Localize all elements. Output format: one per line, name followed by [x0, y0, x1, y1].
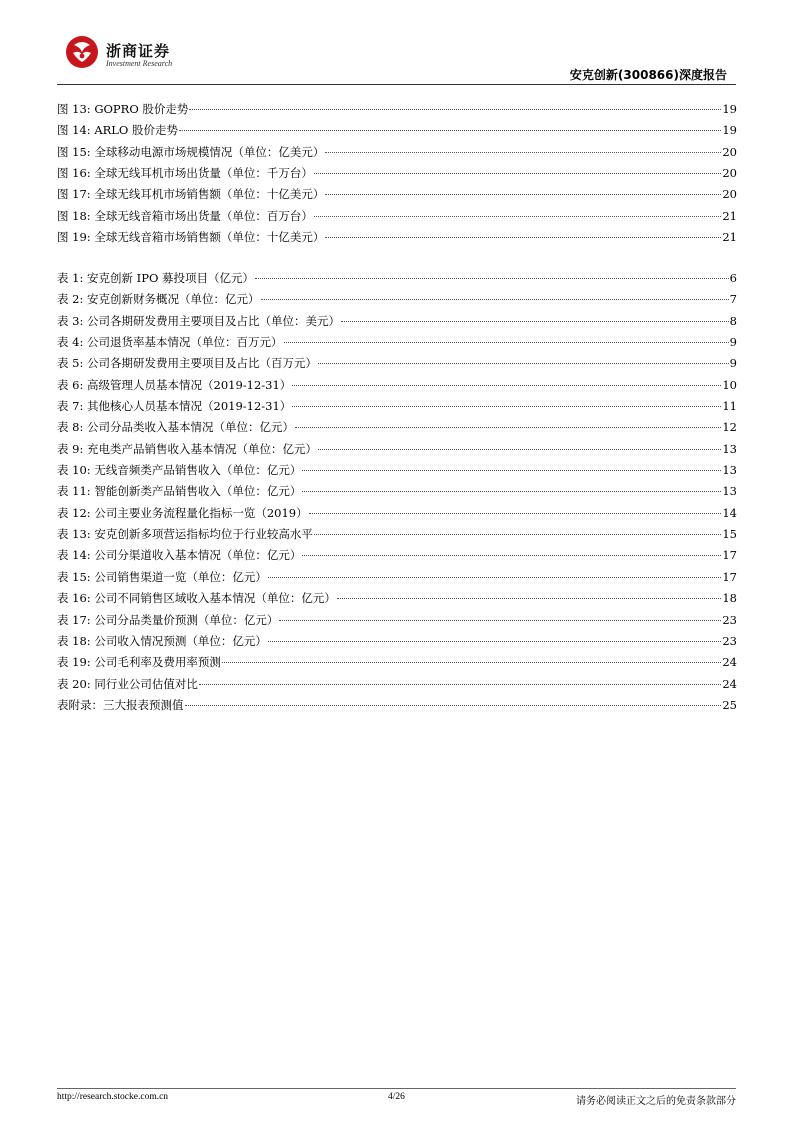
dot-leader: [302, 470, 721, 471]
toc-entry-label: 图 16: 全球无线耳机市场出货量（单位：千万台）: [57, 166, 313, 181]
toc-entry[interactable]: [57, 695, 737, 716]
toc-entry[interactable]: [57, 206, 737, 227]
dot-leader: [292, 385, 721, 386]
dot-leader: [302, 491, 721, 492]
dot-leader: [314, 216, 722, 217]
toc-entry-page: 10: [722, 377, 737, 392]
zheshang-logo-icon: [65, 35, 99, 69]
toc-entry[interactable]: [57, 184, 737, 205]
dot-leader: [341, 321, 729, 322]
toc-entry-label: 表 2: 安克创新财务概况（单位：亿元）: [57, 292, 260, 307]
toc-entry[interactable]: [57, 142, 737, 163]
toc-entry[interactable]: [57, 99, 737, 120]
toc-entry[interactable]: [57, 674, 737, 695]
toc-entry-label: 表 1: 安克创新 IPO 募投项目（亿元）: [57, 271, 255, 285]
table-toc-list: [57, 268, 737, 716]
toc-entry[interactable]: [57, 652, 737, 673]
toc-entry-label: 图 13: GOPRO 股价走势: [57, 102, 189, 116]
toc-entry-label: 表 8: 公司分品类收入基本情况（单位：亿元）: [57, 420, 294, 435]
dot-leader: [185, 705, 722, 706]
dot-leader: [199, 684, 722, 685]
toc-entry[interactable]: [57, 353, 737, 374]
toc-entry-label: 表 7: 其他核心人员基本情况（2019-12-31）: [57, 399, 292, 414]
dot-leader: [284, 342, 729, 343]
toc-entry-label: 表 16: 公司不同销售区域收入基本情况（单位：亿元）: [57, 591, 336, 606]
dot-leader: [318, 363, 729, 364]
toc-entry-label: 表 13: 安克创新多项营运指标均位于行业较高水平: [57, 527, 313, 542]
toc-entry[interactable]: [57, 120, 737, 141]
toc-entry-page: 14: [722, 505, 737, 520]
footer-divider: [57, 1088, 736, 1089]
dot-leader: [325, 152, 721, 153]
toc-entry-page: 23: [722, 633, 737, 648]
toc-entry-page: 6: [729, 271, 737, 285]
dot-leader: [268, 641, 722, 642]
toc-entry-page: 25: [722, 697, 737, 712]
toc-entry-page: 24: [722, 676, 737, 691]
toc-entry-label: 图 19: 全球无线音箱市场销售额（单位：十亿美元）: [57, 230, 325, 245]
report-title: 安克创新(300866)深度报告: [569, 68, 727, 82]
toc-entry[interactable]: [57, 396, 737, 417]
toc-entry-label: 表 20: 同行业公司估值对比: [57, 676, 198, 691]
page-number: 4/26: [388, 1092, 405, 1102]
toc-entry[interactable]: [57, 417, 737, 438]
toc-entry-page: 12: [722, 420, 737, 435]
toc-entry-page: 13: [722, 463, 737, 478]
dot-leader: [292, 406, 721, 407]
toc-entry-page: 11: [722, 399, 737, 414]
toc-entry-label: 表 15: 公司销售渠道一览（单位：亿元）: [57, 569, 267, 584]
toc-entry-page: 21: [722, 230, 737, 245]
toc-entry[interactable]: [57, 268, 737, 289]
toc-entry-label: 图 18: 全球无线音箱市场出货量（单位：百万台）: [57, 208, 313, 223]
dot-leader: [279, 620, 721, 621]
dot-leader: [261, 299, 729, 300]
dot-leader: [309, 513, 722, 514]
toc-entry-page: 15: [722, 527, 737, 542]
toc-entry-label: 表 3: 公司各期研发费用主要项目及占比（单位：美元）: [57, 313, 340, 328]
toc-entry-label: 表 9: 充电类产品销售收入基本情况（单位：亿元）: [57, 441, 317, 456]
dot-leader: [295, 427, 721, 428]
toc-entry-label: 表附录：三大报表预测值: [57, 697, 184, 712]
toc-entry[interactable]: [57, 545, 737, 566]
dot-leader: [302, 555, 721, 556]
toc-entry-label: 表 17: 公司分品类量价预测（单位：亿元）: [57, 612, 279, 627]
toc-entry[interactable]: [57, 289, 737, 310]
header-divider: [57, 84, 736, 85]
disclaimer-note: 请务必阅读正文之后的免责条款部分: [576, 1096, 736, 1107]
toc-entry-page: 19: [722, 123, 737, 138]
toc-entry-page: 9: [729, 356, 737, 371]
toc-entry-page: 23: [722, 612, 737, 627]
dot-leader: [314, 173, 722, 174]
toc-entry-label: 表 4: 公司退货率基本情况（单位：百万元）: [57, 335, 283, 350]
toc-entry-page: 8: [729, 313, 737, 328]
toc-entry[interactable]: [57, 227, 737, 248]
toc-entry-page: 24: [722, 655, 737, 670]
toc-entry-label: 图 17: 全球无线耳机市场销售额（单位：十亿美元）: [57, 187, 325, 202]
toc-entry-page: 19: [722, 102, 737, 116]
figure-toc-list: [57, 99, 737, 248]
toc-entry[interactable]: [57, 524, 737, 545]
dot-leader: [268, 577, 722, 578]
toc-entry[interactable]: [57, 588, 737, 609]
toc-entry[interactable]: [57, 503, 737, 524]
toc-entry-page: 20: [722, 166, 737, 181]
toc-entry-label: 图 14: ARLO 股价走势: [57, 123, 179, 138]
toc-entry[interactable]: [57, 481, 737, 502]
toc-entry-label: 表 12: 公司主要业务流程量化指标一览（2019）: [57, 505, 308, 520]
toc-entry-page: 18: [722, 591, 737, 606]
dot-leader: [255, 278, 729, 279]
dot-leader: [189, 109, 721, 110]
toc-entry[interactable]: [57, 631, 737, 652]
toc-entry-label: 表 10: 无线音频类产品销售收入（单位：亿元）: [57, 463, 302, 478]
toc-entry[interactable]: [57, 610, 737, 631]
logo-english-name: Investment Research: [106, 59, 173, 68]
toc-entry-label: 图 15: 全球移动电源市场规模情况（单位：亿美元）: [57, 144, 325, 159]
toc-entry[interactable]: [57, 163, 737, 184]
dot-leader: [179, 130, 721, 131]
toc-entry[interactable]: [57, 332, 737, 353]
toc-entry-page: 17: [722, 548, 737, 563]
dot-leader: [325, 194, 721, 195]
toc-entry-page: 17: [722, 569, 737, 584]
toc-entry-page: 7: [729, 292, 737, 307]
toc-entry[interactable]: [57, 439, 737, 460]
toc-entry[interactable]: [57, 567, 737, 588]
dot-leader: [337, 598, 722, 599]
toc-entry[interactable]: [57, 375, 737, 396]
toc-entry-page: 13: [722, 441, 737, 456]
toc-entry[interactable]: [57, 311, 737, 332]
toc-entry-page: 20: [722, 187, 737, 202]
toc-entry-label: 表 19: 公司毛利率及费用率预测: [57, 655, 221, 670]
logo-company-name: 浙商证券: [106, 42, 171, 60]
dot-leader: [318, 449, 721, 450]
footer-url-link[interactable]: http://research.stocke.com.cn: [57, 1092, 169, 1102]
toc-entry-page: 9: [729, 335, 737, 350]
dot-leader: [222, 662, 722, 663]
toc-entry-page: 13: [722, 484, 737, 499]
toc-entry-page: 21: [722, 208, 737, 223]
toc-entry[interactable]: [57, 460, 737, 481]
toc-entry-page: 20: [722, 144, 737, 159]
toc-entry-label: 表 5: 公司各期研发费用主要项目及占比（百万元）: [57, 356, 317, 371]
toc-entry-label: 表 18: 公司收入情况预测（单位：亿元）: [57, 633, 267, 648]
toc-entry-label: 表 14: 公司分渠道收入基本情况（单位：亿元）: [57, 548, 302, 563]
dot-leader: [325, 237, 721, 238]
toc-entry-label: 表 6: 高级管理人员基本情况（2019-12-31）: [57, 377, 292, 392]
toc-entry-label: 表 11: 智能创新类产品销售收入（单位：亿元）: [57, 484, 302, 499]
dot-leader: [314, 534, 722, 535]
